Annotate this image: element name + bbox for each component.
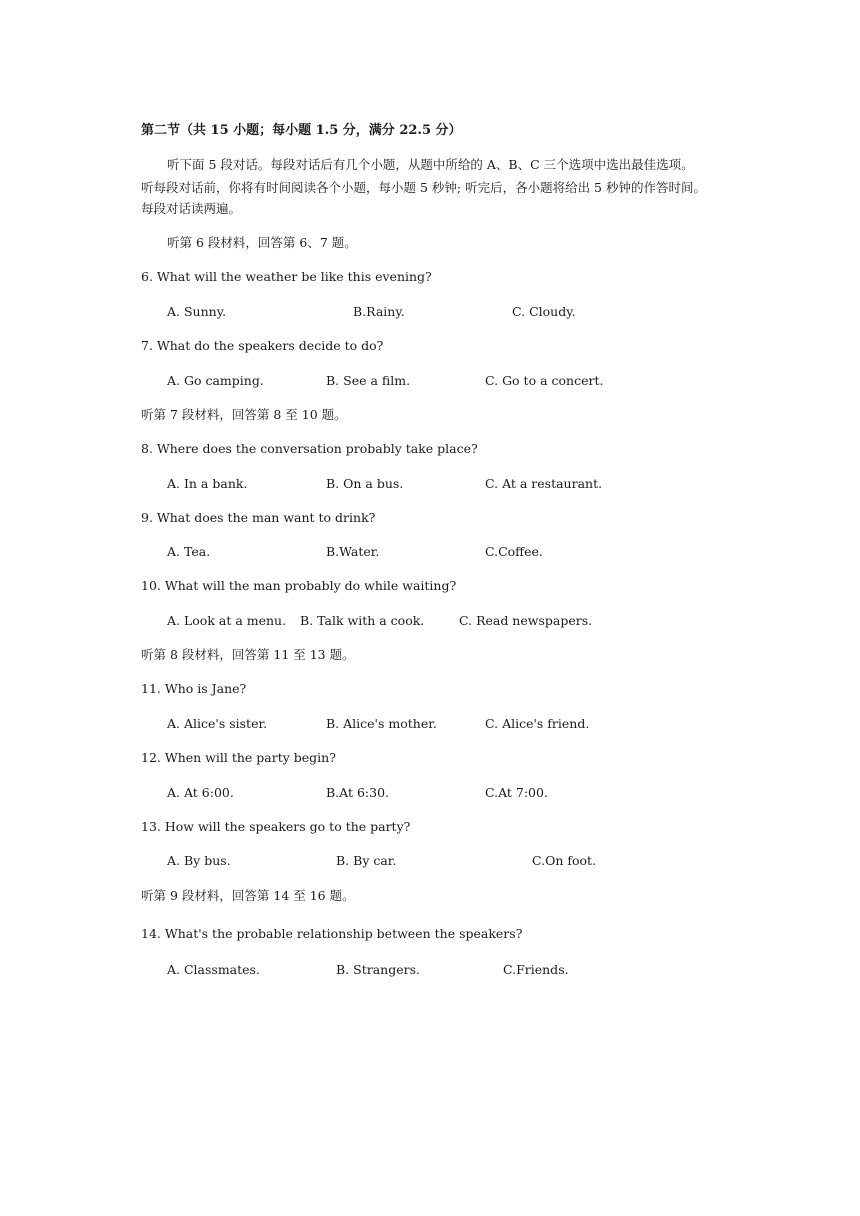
section-title: 第二节（共 15 小题；每小题 1.5 分，满分 22.5 分）	[141, 123, 462, 138]
question-stem: 11. Who is Jane?	[141, 681, 247, 696]
option-b: B. By car.	[336, 853, 397, 868]
option-c: C.Friends.	[503, 962, 569, 977]
option-a: A. Classmates.	[167, 962, 260, 977]
option-b: B. Talk with a cook.	[300, 613, 425, 628]
option-b: B. See a film.	[326, 373, 411, 388]
option-b: B. On a bus.	[326, 476, 404, 491]
question-stem: 10. What will the man probably do while waiting?	[141, 578, 457, 593]
option-a: A. Look at a menu.	[167, 613, 287, 628]
option-b: B.Rainy.	[353, 304, 405, 319]
option-c: C. At a restaurant.	[485, 476, 603, 491]
instruction-line-1: 听下面 5 段对话。每段对话后有几个小题，从题中所给的 A、B、C 三个选项中选出最佳选项。	[167, 157, 694, 172]
option-c: C.At 7:00.	[485, 785, 548, 800]
option-b: B.Water.	[326, 544, 380, 559]
option-c: C. Alice's friend.	[485, 716, 590, 731]
option-b: B. Alice's mother.	[326, 716, 437, 731]
option-a: A. Tea.	[167, 544, 211, 559]
question-stem: 13. How will the speakers go to the party?	[141, 819, 411, 834]
group-prompt: 听第 8 段材料，回答第 11 至 13 题。	[141, 647, 355, 662]
option-a: A. In a bank.	[167, 476, 248, 491]
instruction-line-3: 每段对话读两遍。	[141, 201, 242, 216]
option-a: A. Go camping.	[167, 373, 264, 388]
group-prompt: 听第 6 段材料，回答第 6、7 题。	[167, 235, 357, 250]
option-b: B.At 6:30.	[326, 785, 390, 800]
group-prompt: 听第 7 段材料，回答第 8 至 10 题。	[141, 407, 347, 422]
question-stem: 12. When will the party begin?	[141, 750, 336, 765]
option-c: C.Coffee.	[485, 544, 543, 559]
question-stem: 9. What does the man want to drink?	[141, 510, 376, 525]
question-stem: 14. What's the probable relationship between the speakers?	[141, 926, 523, 941]
instruction-line-2: 听每段对话前，你将有时间阅读各个小题，每小题 5 秒钟; 听完后，各小题将给出 5 秒钟的作答时间。	[141, 180, 706, 195]
question-stem: 8. Where does the conversation probably take place?	[141, 441, 478, 456]
question-stem: 7. What do the speakers decide to do?	[141, 338, 384, 353]
option-c: C.On foot.	[532, 853, 597, 868]
group-prompt: 听第 9 段材料，回答第 14 至 16 题。	[141, 888, 355, 903]
option-a: A. At 6:00.	[167, 785, 234, 800]
option-a: A. By bus.	[167, 853, 231, 868]
option-c: C. Go to a concert.	[485, 373, 604, 388]
option-a: A. Alice's sister.	[167, 716, 268, 731]
option-c: C. Cloudy.	[512, 304, 576, 319]
option-b: B. Strangers.	[336, 962, 420, 977]
question-stem: 6. What will the weather be like this evening?	[141, 269, 432, 284]
option-c: C. Read newspapers.	[459, 613, 593, 628]
option-a: A. Sunny.	[167, 304, 227, 319]
